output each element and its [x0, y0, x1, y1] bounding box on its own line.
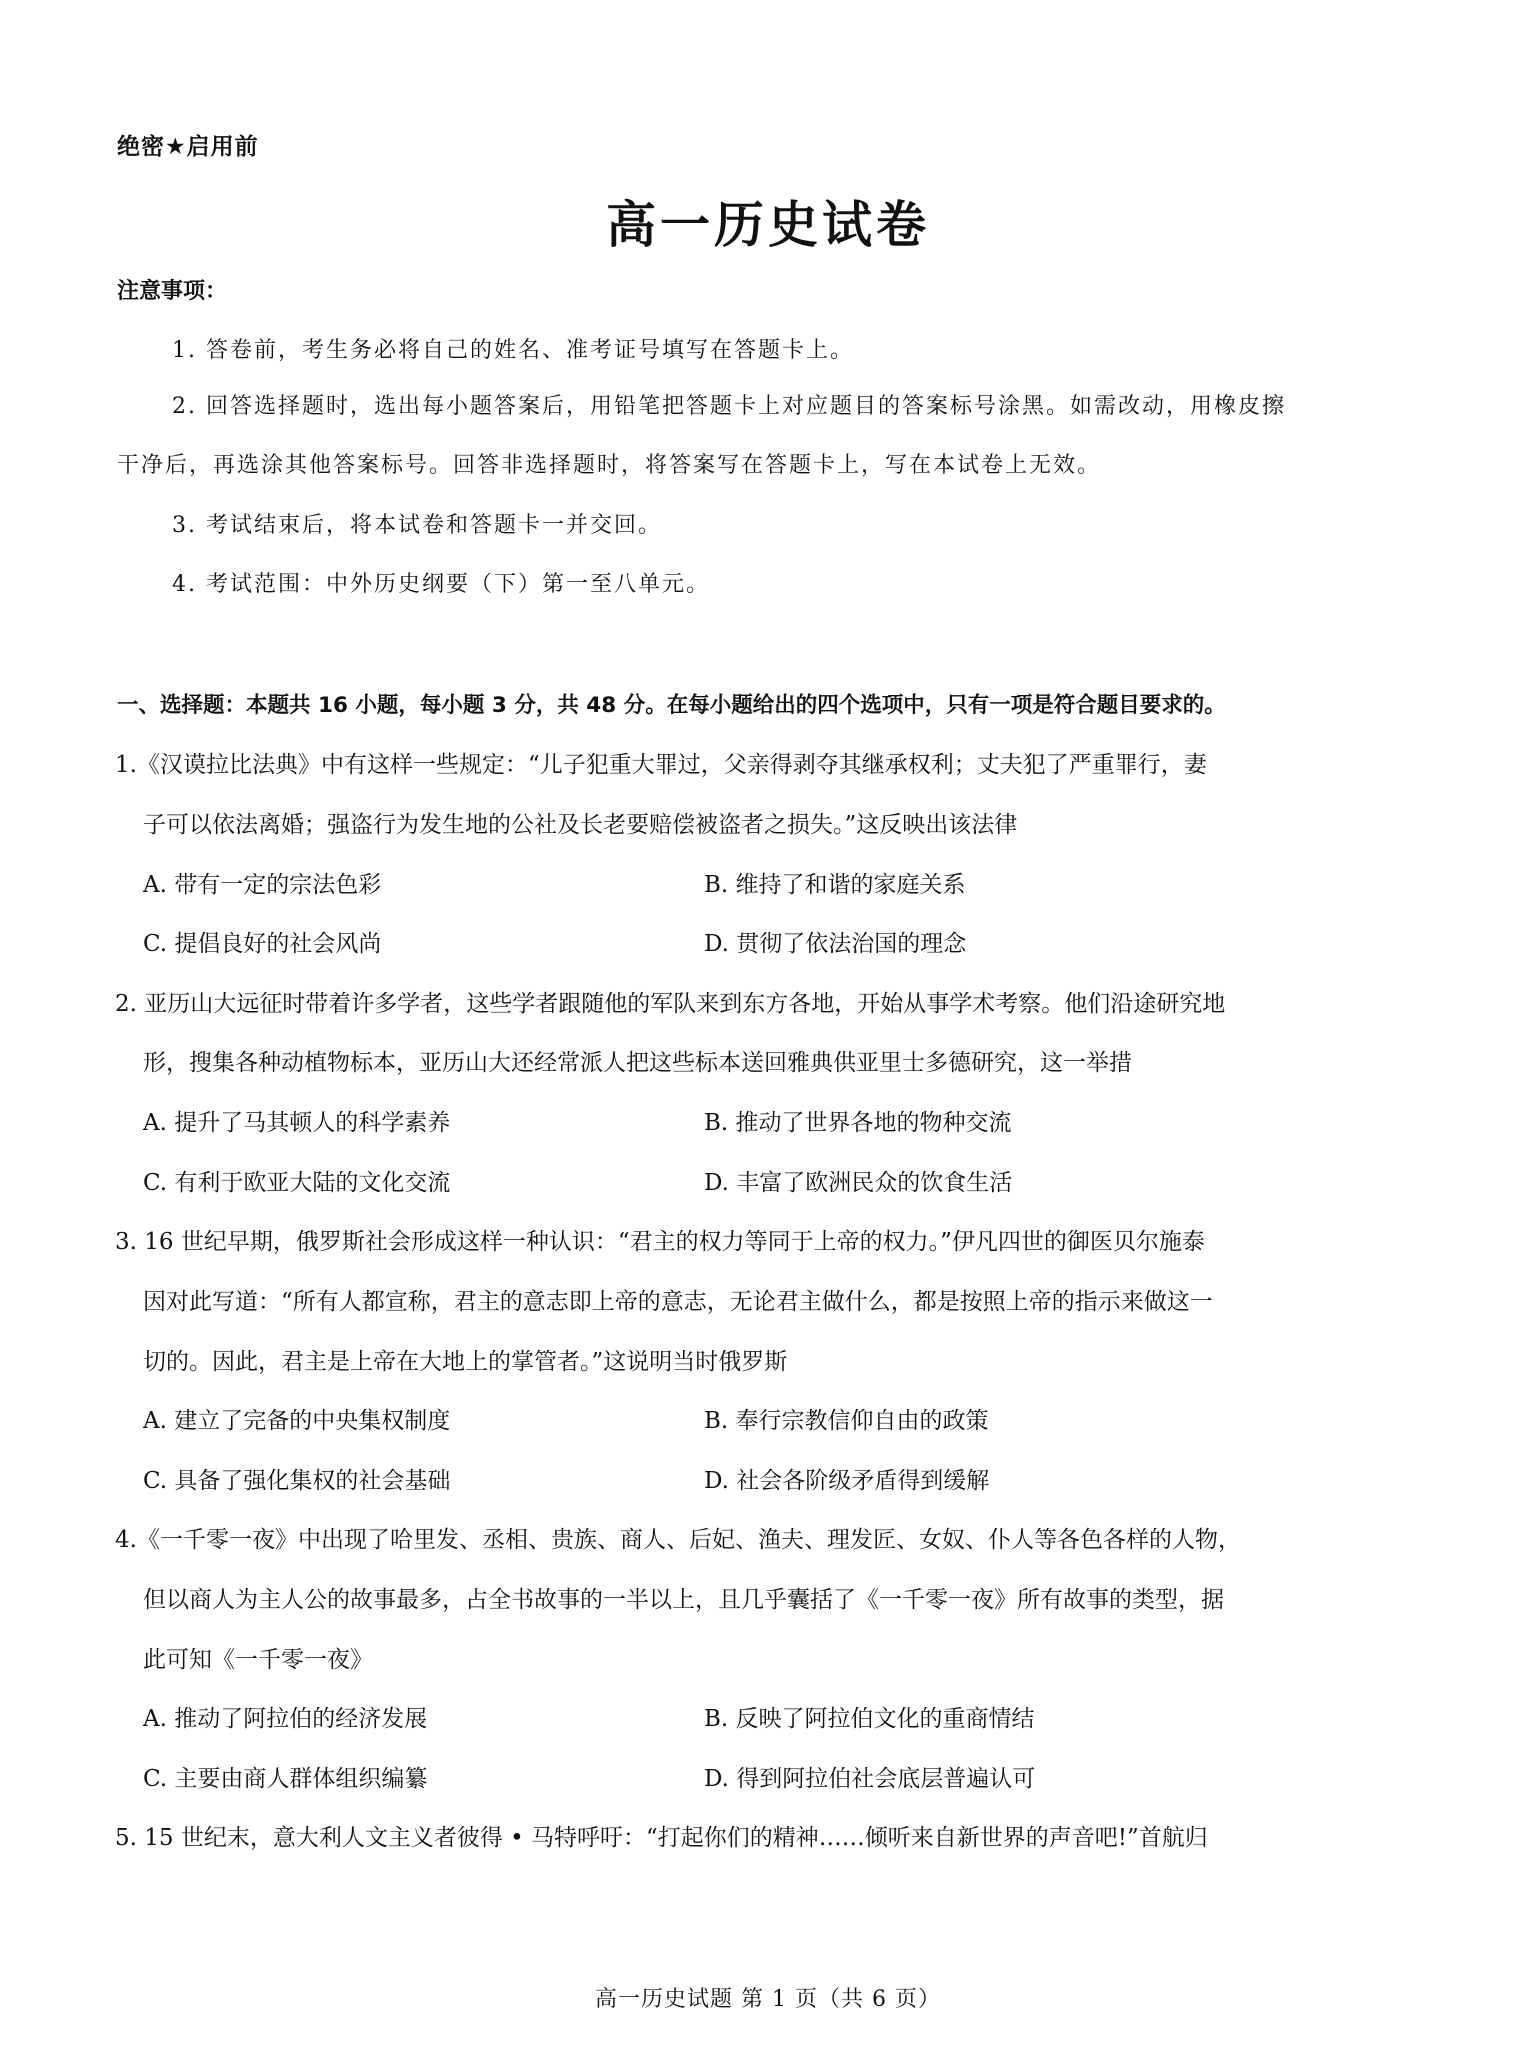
question-4-text: 4.《一千零一夜》中出现了哈里发、丞相、贵族、商人、后妃、渔夫、理发匠、女奴、仆人等各色各样的人物，	[115, 1527, 1241, 1553]
question-3-text: 3. 16 世纪早期，俄罗斯社会形成这样一种认识：“君主的权力等同于上帝的权力。”伊凡四世的御医贝尔施泰	[115, 1229, 1205, 1255]
question-2-option-b: B. 推动了世界各地的物种交流	[704, 1110, 1012, 1136]
question-3-text: 因对此写道：“所有人都宣称，君主的意志即上帝的意志，无论君主做什么，都是按照上帝的指示来做这一	[143, 1289, 1213, 1315]
question-1-text: 子可以依法离婚；强盗行为发生地的公社及长老要赔偿被盗者之损失。”这反映出该法律	[143, 812, 1018, 838]
question-4-text: 此可知《一千零一夜》	[143, 1647, 373, 1673]
notice-item-continued: 干净后，再选涂其他答案标号。回答非选择题时，将答案写在答题卡上，写在本试卷上无效。	[117, 453, 1102, 478]
page-footer: 高一历史试题 第 1 页（共 6 页）	[595, 1987, 941, 2012]
notice-item: 3. 考试结束后，将本试卷和答题卡一并交回。	[172, 513, 662, 538]
question-4-option-c: C. 主要由商人群体组织编纂	[143, 1766, 428, 1792]
question-3-option-d: D. 社会各阶级矛盾得到缓解	[704, 1468, 990, 1494]
question-1-text: 1.《汉谟拉比法典》中有这样一些规定：“儿子犯重大罪过，父亲得剥夺其继承权利；丈夫犯了严重罪行，妻	[115, 752, 1207, 778]
question-2-option-c: C. 有利于欧亚大陆的文化交流	[143, 1170, 451, 1196]
question-4-option-b: B. 反映了阿拉伯文化的重商情结	[704, 1706, 1035, 1732]
section-heading: 一、选择题：本题共 16 小题，每小题 3 分，共 48 分。在每小题给出的四个选项中，只有一项是符合题目要求的。	[117, 693, 1226, 718]
question-3-text: 切的。因此，君主是上帝在大地上的掌管者。”这说明当时俄罗斯	[143, 1349, 788, 1375]
notice-item: 1. 答卷前，考生务必将自己的姓名、准考证号填写在答题卡上。	[172, 338, 854, 363]
question-2-text: 形，搜集各种动植物标本，亚历山大还经常派人把这些标本送回雅典供亚里士多德研究，这一举措	[143, 1050, 1132, 1076]
question-4-text: 但以商人为主人公的故事最多，占全书故事的一半以上，且几乎囊括了《一千零一夜》所有故事的类型，据	[143, 1587, 1224, 1613]
notice-item: 4. 考试范围：中外历史纲要（下）第一至八单元。	[172, 572, 710, 597]
question-2-option-d: D. 丰富了欧洲民众的饮食生活	[704, 1170, 1013, 1196]
confidential-label: 绝密★启用前	[117, 134, 259, 160]
question-4-option-a: A. 推动了阿拉伯的经济发展	[143, 1706, 428, 1732]
question-4-option-d: D. 得到阿拉伯社会底层普遍认可	[704, 1766, 1036, 1792]
question-5-text: 5. 15 世纪末，意大利人文主义者彼得 • 马特呼吁：“打起你们的精神……倾听来自新世界的声音吧!”首航归	[115, 1825, 1208, 1851]
question-1-option-c: C. 提倡良好的社会风尚	[143, 931, 382, 957]
question-3-option-c: C. 具备了强化集权的社会基础	[143, 1468, 451, 1494]
question-1-option-a: A. 带有一定的宗法色彩	[143, 872, 382, 898]
question-3-option-a: A. 建立了完备的中央集权制度	[143, 1408, 451, 1434]
question-3-option-b: B. 奉行宗教信仰自由的政策	[704, 1408, 989, 1434]
question-2-option-a: A. 提升了马其顿人的科学素养	[143, 1110, 451, 1136]
question-1-option-d: D. 贯彻了依法治国的理念	[704, 931, 967, 957]
exam-title: 高一历史试卷	[606, 196, 930, 254]
question-2-text: 2. 亚历山大远征时带着许多学者，这些学者跟随他的军队来到东方各地，开始从事学术考察。他们沿途研究地	[115, 991, 1226, 1017]
notice-heading: 注意事项：	[117, 279, 228, 304]
notice-item: 2. 回答选择题时，选出每小题答案后，用铅笔把答题卡上对应题目的答案标号涂黑。如需改动，用橡皮擦	[172, 394, 1286, 419]
question-1-option-b: B. 维持了和谐的家庭关系	[704, 872, 966, 898]
